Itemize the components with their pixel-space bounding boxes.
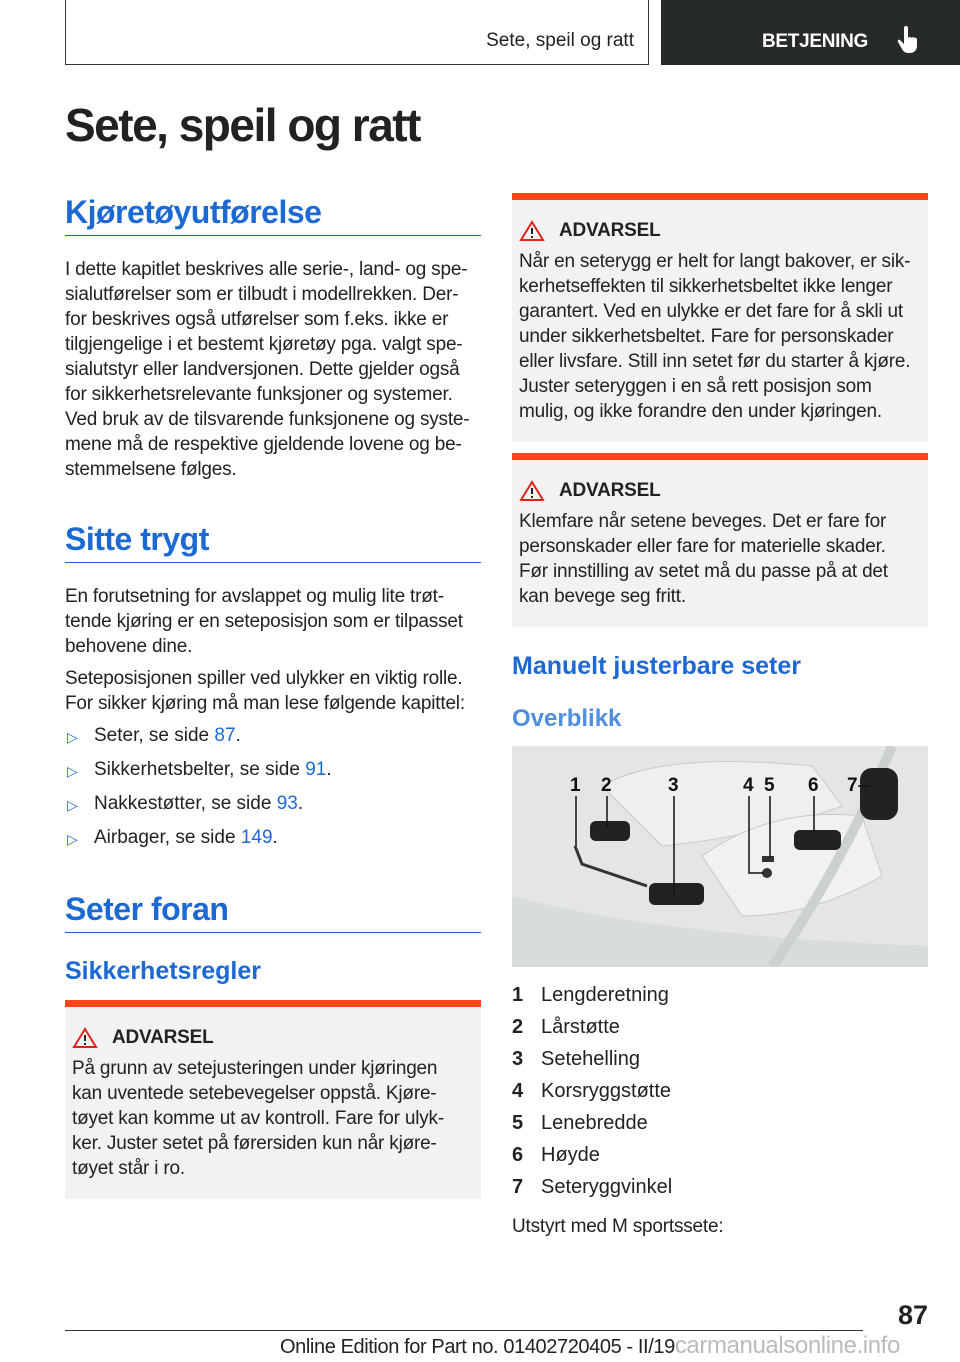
reference-list-item xyxy=(65,723,481,750)
text-line: sialutførelser som er tilbudt i modellrekken. Der- xyxy=(65,284,459,305)
reference-list-item xyxy=(65,825,481,852)
bullet-triangle-icon: ▷ xyxy=(67,831,78,847)
legend-label: Lenebredde xyxy=(541,1112,648,1134)
text-line: garantert. Ved en ulykke er det fare for å skli ut xyxy=(519,301,903,322)
callout-number: 5 xyxy=(764,775,775,796)
legend-item xyxy=(512,1011,928,1043)
warning-title: ADVARSEL xyxy=(559,220,661,241)
page-link[interactable]: 93 xyxy=(276,793,298,814)
text-line: I dette kapitlet beskrives alle serie-, land- og spe- xyxy=(65,259,468,280)
legend-item xyxy=(512,1171,928,1203)
heading-front-seats: Seter foran xyxy=(65,890,481,933)
legend-item xyxy=(512,1139,928,1171)
m-sport-seat-note xyxy=(512,1214,928,1239)
chapter-tab[interactable] xyxy=(661,0,960,65)
text-line: behovene dine. xyxy=(65,636,193,657)
text-line: tøyet kan komme ut av kontroll. Fare for ulyk- xyxy=(72,1108,444,1129)
callout-number: 4 xyxy=(743,775,754,796)
warning-box xyxy=(65,1000,481,1199)
heading-vehicle-version: Kjøretøyutførelse xyxy=(65,193,481,236)
paragraph-sit-safely-1 xyxy=(65,584,481,659)
text-line: ker. Juster setet på førersiden kun når kjøre- xyxy=(72,1133,437,1154)
legend-item xyxy=(512,1107,928,1139)
text-line: kerhetseffekten til sikkerhetsbeltet ikke lenger xyxy=(519,276,893,297)
warning-triangle-icon xyxy=(519,220,545,242)
text-line: For sikker kjøring må man lese følgende kapittel: xyxy=(65,693,465,714)
text-line: mene må de respektive gjeldende lovene og be- xyxy=(65,434,462,455)
warning-text xyxy=(72,1056,474,1181)
text-line: tilgjengelige i et bestemt kjøretøy pga. valgt spe- xyxy=(65,334,463,355)
hand-pointer-icon xyxy=(896,26,920,54)
text-line: Juster seteryggen i en så rett posisjon som xyxy=(519,376,872,397)
reference-text: Sikkerhetsbelter, se side xyxy=(94,759,306,780)
heading-overview: Overblikk xyxy=(512,705,622,732)
legend-item xyxy=(512,1043,928,1075)
warning-triangle-icon xyxy=(72,1027,98,1049)
reference-text: Nakkestøtter, se side xyxy=(94,793,277,814)
legend-number: 5 xyxy=(512,1112,524,1134)
text-line: Klemfare når setene beveges. Det er fare for xyxy=(519,511,887,532)
text-line: kan uventede setebevegelser oppstå. Kjøre- xyxy=(72,1083,437,1104)
page-link[interactable]: 87 xyxy=(214,725,236,746)
text-line: Når en seterygg er helt for langt bakover, er sik- xyxy=(519,251,911,272)
page-title: Sete, speil og ratt xyxy=(65,99,420,151)
warning-text xyxy=(519,509,921,609)
text-line: mulig, og ikke forandre den under kjøringen. xyxy=(519,401,882,422)
text-line: sialutstyr eller landversjonen. Dette gjelder også xyxy=(65,359,460,380)
left-column xyxy=(65,193,481,1199)
chapter-label: BETJENING xyxy=(762,31,869,52)
text-line: for sikkerhetsrelevante funksjoner og systemer. xyxy=(65,384,453,405)
bullet-triangle-icon: ▷ xyxy=(67,797,78,813)
page-link[interactable]: 91 xyxy=(305,759,327,780)
footer xyxy=(280,1332,900,1360)
reference-text: Airbager, se side xyxy=(94,827,241,848)
reference-end: . xyxy=(235,725,241,746)
text-line: for beskrives også utførelser som f.eks. ikke er xyxy=(65,309,449,330)
paragraph-sit-safely-2 xyxy=(65,666,481,716)
seat-controls-figure xyxy=(512,746,928,967)
heading-safety-rules: Sikkerhetsregler xyxy=(65,957,261,985)
text-line: personskader eller fare for materielle skader. xyxy=(519,536,886,557)
callout-number: 7 xyxy=(847,775,858,796)
text-line: under sikkerhetsbeltet. Fare for personskader xyxy=(519,326,894,347)
reference-list-item xyxy=(65,757,481,784)
paragraph-vehicle-version xyxy=(65,257,481,482)
legend-item xyxy=(512,1075,928,1107)
reference-end: . xyxy=(297,793,304,814)
right-column xyxy=(512,193,928,1239)
reference-end: . xyxy=(272,827,278,848)
warning-text xyxy=(519,249,921,424)
page-link[interactable]: 149 xyxy=(240,827,273,848)
legend-number: 4 xyxy=(512,1080,524,1102)
reference-text: Seter, se side xyxy=(94,725,215,746)
figure-legend xyxy=(512,979,928,1203)
warning-title: ADVARSEL xyxy=(112,1027,214,1048)
text-line: tende kjøring er en seteposisjon som er tilpasset xyxy=(65,611,463,632)
bullet-triangle-icon: ▷ xyxy=(67,763,78,779)
legend-number: 3 xyxy=(512,1048,524,1070)
text-line: Før innstilling av setet må du passe på at det xyxy=(519,561,888,582)
warning-box-pinch xyxy=(512,453,928,627)
callout-number: 2 xyxy=(601,775,612,796)
legend-number: 6 xyxy=(512,1144,524,1166)
text-line: tøyet står i ro. xyxy=(72,1158,185,1179)
header-section-title: Sete, speil og ratt xyxy=(486,30,634,51)
legend-label: Korsryggstøtte xyxy=(541,1080,672,1102)
callout-number: 6 xyxy=(808,775,819,796)
reference-list-item xyxy=(65,791,481,818)
watermark: carmanualsonline.info xyxy=(674,1332,900,1359)
heading-sit-safely: Sitte trygt xyxy=(65,520,481,563)
text-line: stemmelsene følges. xyxy=(65,459,237,480)
legend-label: Lårstøtte xyxy=(541,1016,620,1038)
legend-number: 2 xyxy=(512,1016,524,1038)
reference-list xyxy=(65,723,481,852)
page-number: 87 xyxy=(897,1300,928,1330)
legend-label: Seteryggvinkel xyxy=(541,1176,673,1198)
legend-label: Setehelling xyxy=(541,1048,640,1070)
legend-label: Lengderetning xyxy=(541,984,669,1006)
text-line: En forutsetning for avslappet og mulig lite trøt- xyxy=(65,586,444,607)
legend-item xyxy=(512,979,928,1011)
text-line: Ved bruk av de tilsvarende funksjonene og syste- xyxy=(65,409,470,430)
footer-divider xyxy=(65,1330,863,1331)
legend-label: Høyde xyxy=(541,1144,600,1166)
heading-manual-seats: Manuelt justerbare seter xyxy=(512,652,801,680)
legend-number: 7 xyxy=(512,1176,524,1198)
m-sport-text: Utstyrt med M sportssete: xyxy=(512,1216,724,1237)
callout-number: 3 xyxy=(668,775,679,796)
legend-number: 1 xyxy=(512,984,524,1006)
text-line: Seteposisjonen spiller ved ulykker en viktig rolle. xyxy=(65,668,463,689)
text-line: eller livsfare. Still inn setet før du starter å kjøre. xyxy=(519,351,911,372)
warning-triangle-icon xyxy=(519,480,545,502)
bullet-triangle-icon: ▷ xyxy=(67,729,78,745)
warning-box-seatback xyxy=(512,193,928,442)
reference-end: . xyxy=(326,759,332,780)
edition-text: Online Edition for Part no. 01402720405 - II/19 xyxy=(280,1336,675,1358)
callout-number: 1 xyxy=(570,775,581,796)
text-line: På grunn av setejusteringen under kjøringen xyxy=(72,1058,438,1079)
warning-title: ADVARSEL xyxy=(559,480,661,501)
header-section-box xyxy=(65,0,649,65)
text-line: kan bevege seg fritt. xyxy=(519,586,686,607)
